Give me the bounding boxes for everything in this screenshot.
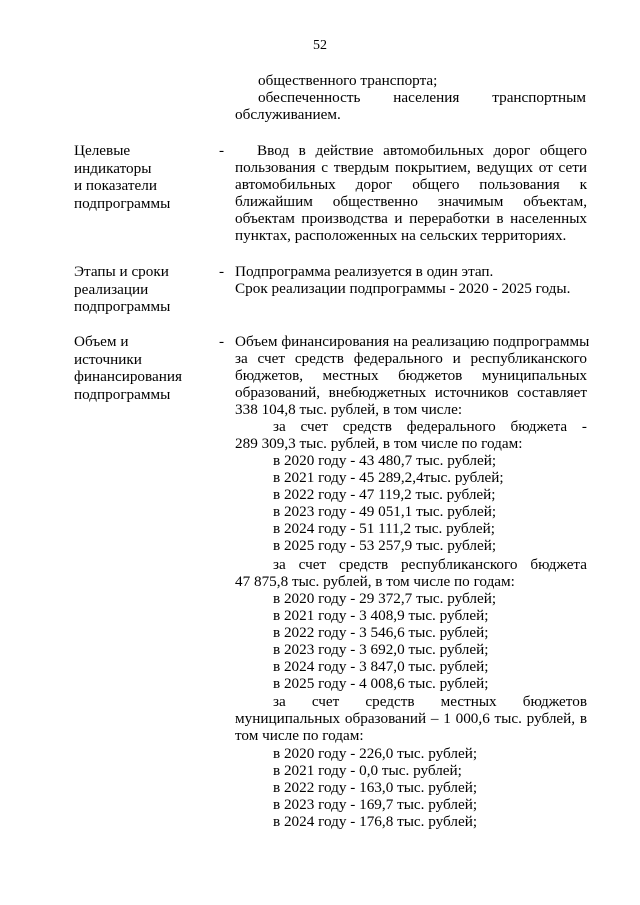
- section-text-line: Срок реализации подпрограммы - 2020 - 2025 годы.: [235, 280, 571, 297]
- section-label: [74, 142, 170, 212]
- financing-year-line: в 2024 году - 51 111,2 тыс. рублей;: [273, 520, 495, 537]
- financing-year-line: в 2021 году - 45 289,2,4тыс. рублей;: [273, 469, 504, 486]
- page-number: 52: [313, 38, 327, 53]
- financing-year-line: в 2023 году - 49 051,1 тыс. рублей;: [273, 503, 497, 520]
- financing-line: 338 104,8 тыс. рублей, в том числе:: [235, 401, 463, 418]
- section-text-line: объектам производства и переработки в населенных: [235, 210, 587, 227]
- financing-year-line: в 2025 году - 53 257,9 тыс. рублей;: [273, 537, 497, 554]
- section-text-line: Ввод в действие автомобильных дорог общего: [257, 142, 587, 159]
- section-dash: -: [219, 263, 225, 280]
- section-label-line: финансирования: [74, 368, 182, 385]
- financing-line: муниципальных образований – 1 000,6 тыс. рублей, в: [235, 710, 587, 727]
- section-label-line: Этапы и сроки: [74, 263, 169, 280]
- financing-year-line: в 2022 году - 47 119,2 тыс. рублей;: [273, 486, 496, 503]
- financing-line: образований, внебюджетных источников составляет: [235, 384, 587, 401]
- financing-year-line: в 2025 году - 4 008,6 тыс. рублей;: [273, 675, 489, 692]
- section-text-line: автомобильных дорог общего пользования к: [235, 176, 587, 193]
- financing-year-line: в 2021 году - 3 408,9 тыс. рублей;: [273, 607, 489, 624]
- financing-year-line: в 2022 году - 163,0 тыс. рублей;: [273, 779, 478, 796]
- section-label-line: подпрограммы: [74, 385, 171, 403]
- financing-year-line: в 2024 году - 3 847,0 тыс. рублей;: [273, 658, 489, 675]
- financing-line: Объем финансирования на реализацию подпрограммы: [235, 333, 590, 350]
- section-label-line: Целевые индикаторы: [74, 142, 152, 177]
- financing-year-line: в 2020 году - 226,0 тыс. рублей;: [273, 745, 478, 762]
- intro-line: обслуживанием.: [235, 106, 341, 123]
- section-label-line: подпрограммы: [74, 194, 171, 212]
- section-label: [74, 333, 182, 403]
- financing-line: бюджетов, местных бюджетов муниципальных: [235, 367, 587, 384]
- section-label-line: и показатели: [74, 177, 157, 194]
- section-label-line: подпрограммы: [74, 298, 171, 315]
- section-label-line: реализации: [74, 280, 149, 298]
- section-label-line: Объем и источники: [74, 333, 142, 368]
- financing-year-line: в 2020 году - 29 372,7 тыс. рублей;: [273, 590, 497, 607]
- section-text-line: Подпрограмма реализуется в один этап.: [235, 263, 494, 280]
- financing-year-line: в 2022 году - 3 546,6 тыс. рублей;: [273, 624, 489, 641]
- section-text-line: ближайшим общественно значимым объектам,: [235, 193, 587, 210]
- financing-year-line: в 2021 году - 0,0 тыс. рублей;: [273, 762, 462, 779]
- financing-line: за счет средств федерального бюджета -: [273, 418, 587, 435]
- intro-line: обеспеченность населения транспортным: [258, 89, 586, 106]
- section-dash: -: [219, 333, 225, 350]
- section-text-line: пунктах, расположенных на сельских территориях.: [235, 227, 567, 244]
- financing-line: 289 309,3 тыс. рублей, в том числе по годам:: [235, 435, 523, 452]
- financing-line: за счет средств федерального и республиканского: [235, 350, 587, 367]
- financing-year-line: в 2020 году - 43 480,7 тыс. рублей;: [273, 452, 497, 469]
- financing-year-line: в 2024 году - 176,8 тыс. рублей;: [273, 813, 478, 830]
- section-text-line: пользования с твердым покрытием, ведущих от сети: [235, 159, 587, 176]
- financing-line: том числе по годам:: [235, 727, 364, 744]
- section-label: [74, 263, 170, 316]
- financing-year-line: в 2023 году - 3 692,0 тыс. рублей;: [273, 641, 489, 658]
- financing-line: 47 875,8 тыс. рублей, в том числе по годам:: [235, 573, 515, 590]
- section-dash: -: [219, 142, 225, 159]
- intro-line: общественного транспорта;: [258, 72, 438, 89]
- financing-line: за счет средств местных бюджетов: [273, 693, 587, 710]
- financing-line: за счет средств республиканского бюджета: [273, 556, 587, 573]
- financing-year-line: в 2023 году - 169,7 тыс. рублей;: [273, 796, 478, 813]
